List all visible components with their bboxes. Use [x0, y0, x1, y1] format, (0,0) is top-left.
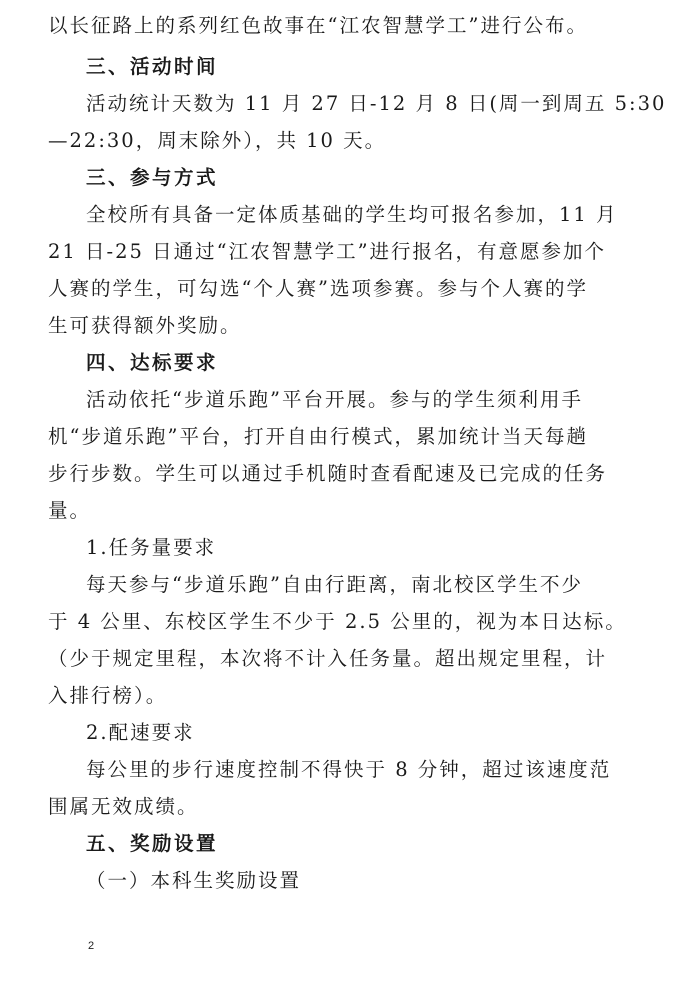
section-heading-rewards: 五、奖励设置: [86, 832, 219, 855]
paragraph-line: 每公里的步行速度控制不得快于 8 分钟，超过该速度范: [86, 758, 612, 781]
paragraph-line: 每天参与“步道乐跑”自由行距离，南北校区学生不少: [86, 573, 583, 596]
section-heading-participation: 三、参与方式: [86, 166, 219, 189]
paragraph-line: 步行步数。学生可以通过手机随时查看配速及已完成的任务: [48, 462, 608, 485]
paragraph-line: 机“步道乐跑”平台，打开自由行模式，累加统计当天每趟: [48, 425, 588, 448]
paragraph-line: 活动依托“步道乐跑”平台开展。参与的学生须利用手: [86, 388, 583, 411]
paragraph-line: —22:30，周末除外），共 10 天。: [48, 129, 387, 152]
paragraph-line: 以长征路上的系列红色故事在“江农智慧学工”进行公布。: [48, 14, 588, 37]
subheading-pace-requirement: 2.配速要求: [86, 721, 195, 744]
page-number: 2: [88, 940, 95, 952]
paragraph-line: 活动统计天数为 11 月 27 日-12 月 8 日(周一到周五 5:30: [86, 92, 667, 115]
section-heading-requirements: 四、达标要求: [86, 351, 219, 374]
paragraph-line: 量。: [48, 499, 92, 522]
paragraph-line: 全校所有具备一定体质基础的学生均可报名参加，11 月: [86, 203, 618, 226]
paragraph-line: 生可获得额外奖励。: [48, 314, 242, 337]
paragraph-line: 人赛的学生，可勾选“个人赛”选项参赛。参与个人赛的学: [48, 277, 588, 300]
paragraph-line: （少于规定里程，本次将不计入任务量。超出规定里程，计: [48, 647, 608, 670]
subheading-undergrad-rewards: （一）本科生奖励设置: [86, 869, 302, 892]
subheading-task-requirement: 1.任务量要求: [86, 536, 217, 559]
paragraph-line: 21 日-25 日通过“江农智慧学工”进行报名，有意愿参加个: [48, 240, 607, 263]
paragraph-line: 围属无效成绩。: [48, 795, 199, 818]
paragraph-line: 于 4 公里、东校区学生不少于 2.5 公里的，视为本日达标。: [48, 610, 627, 633]
paragraph-line: 入排行榜）。: [48, 684, 168, 707]
section-heading-activity-time: 三、活动时间: [86, 55, 219, 78]
